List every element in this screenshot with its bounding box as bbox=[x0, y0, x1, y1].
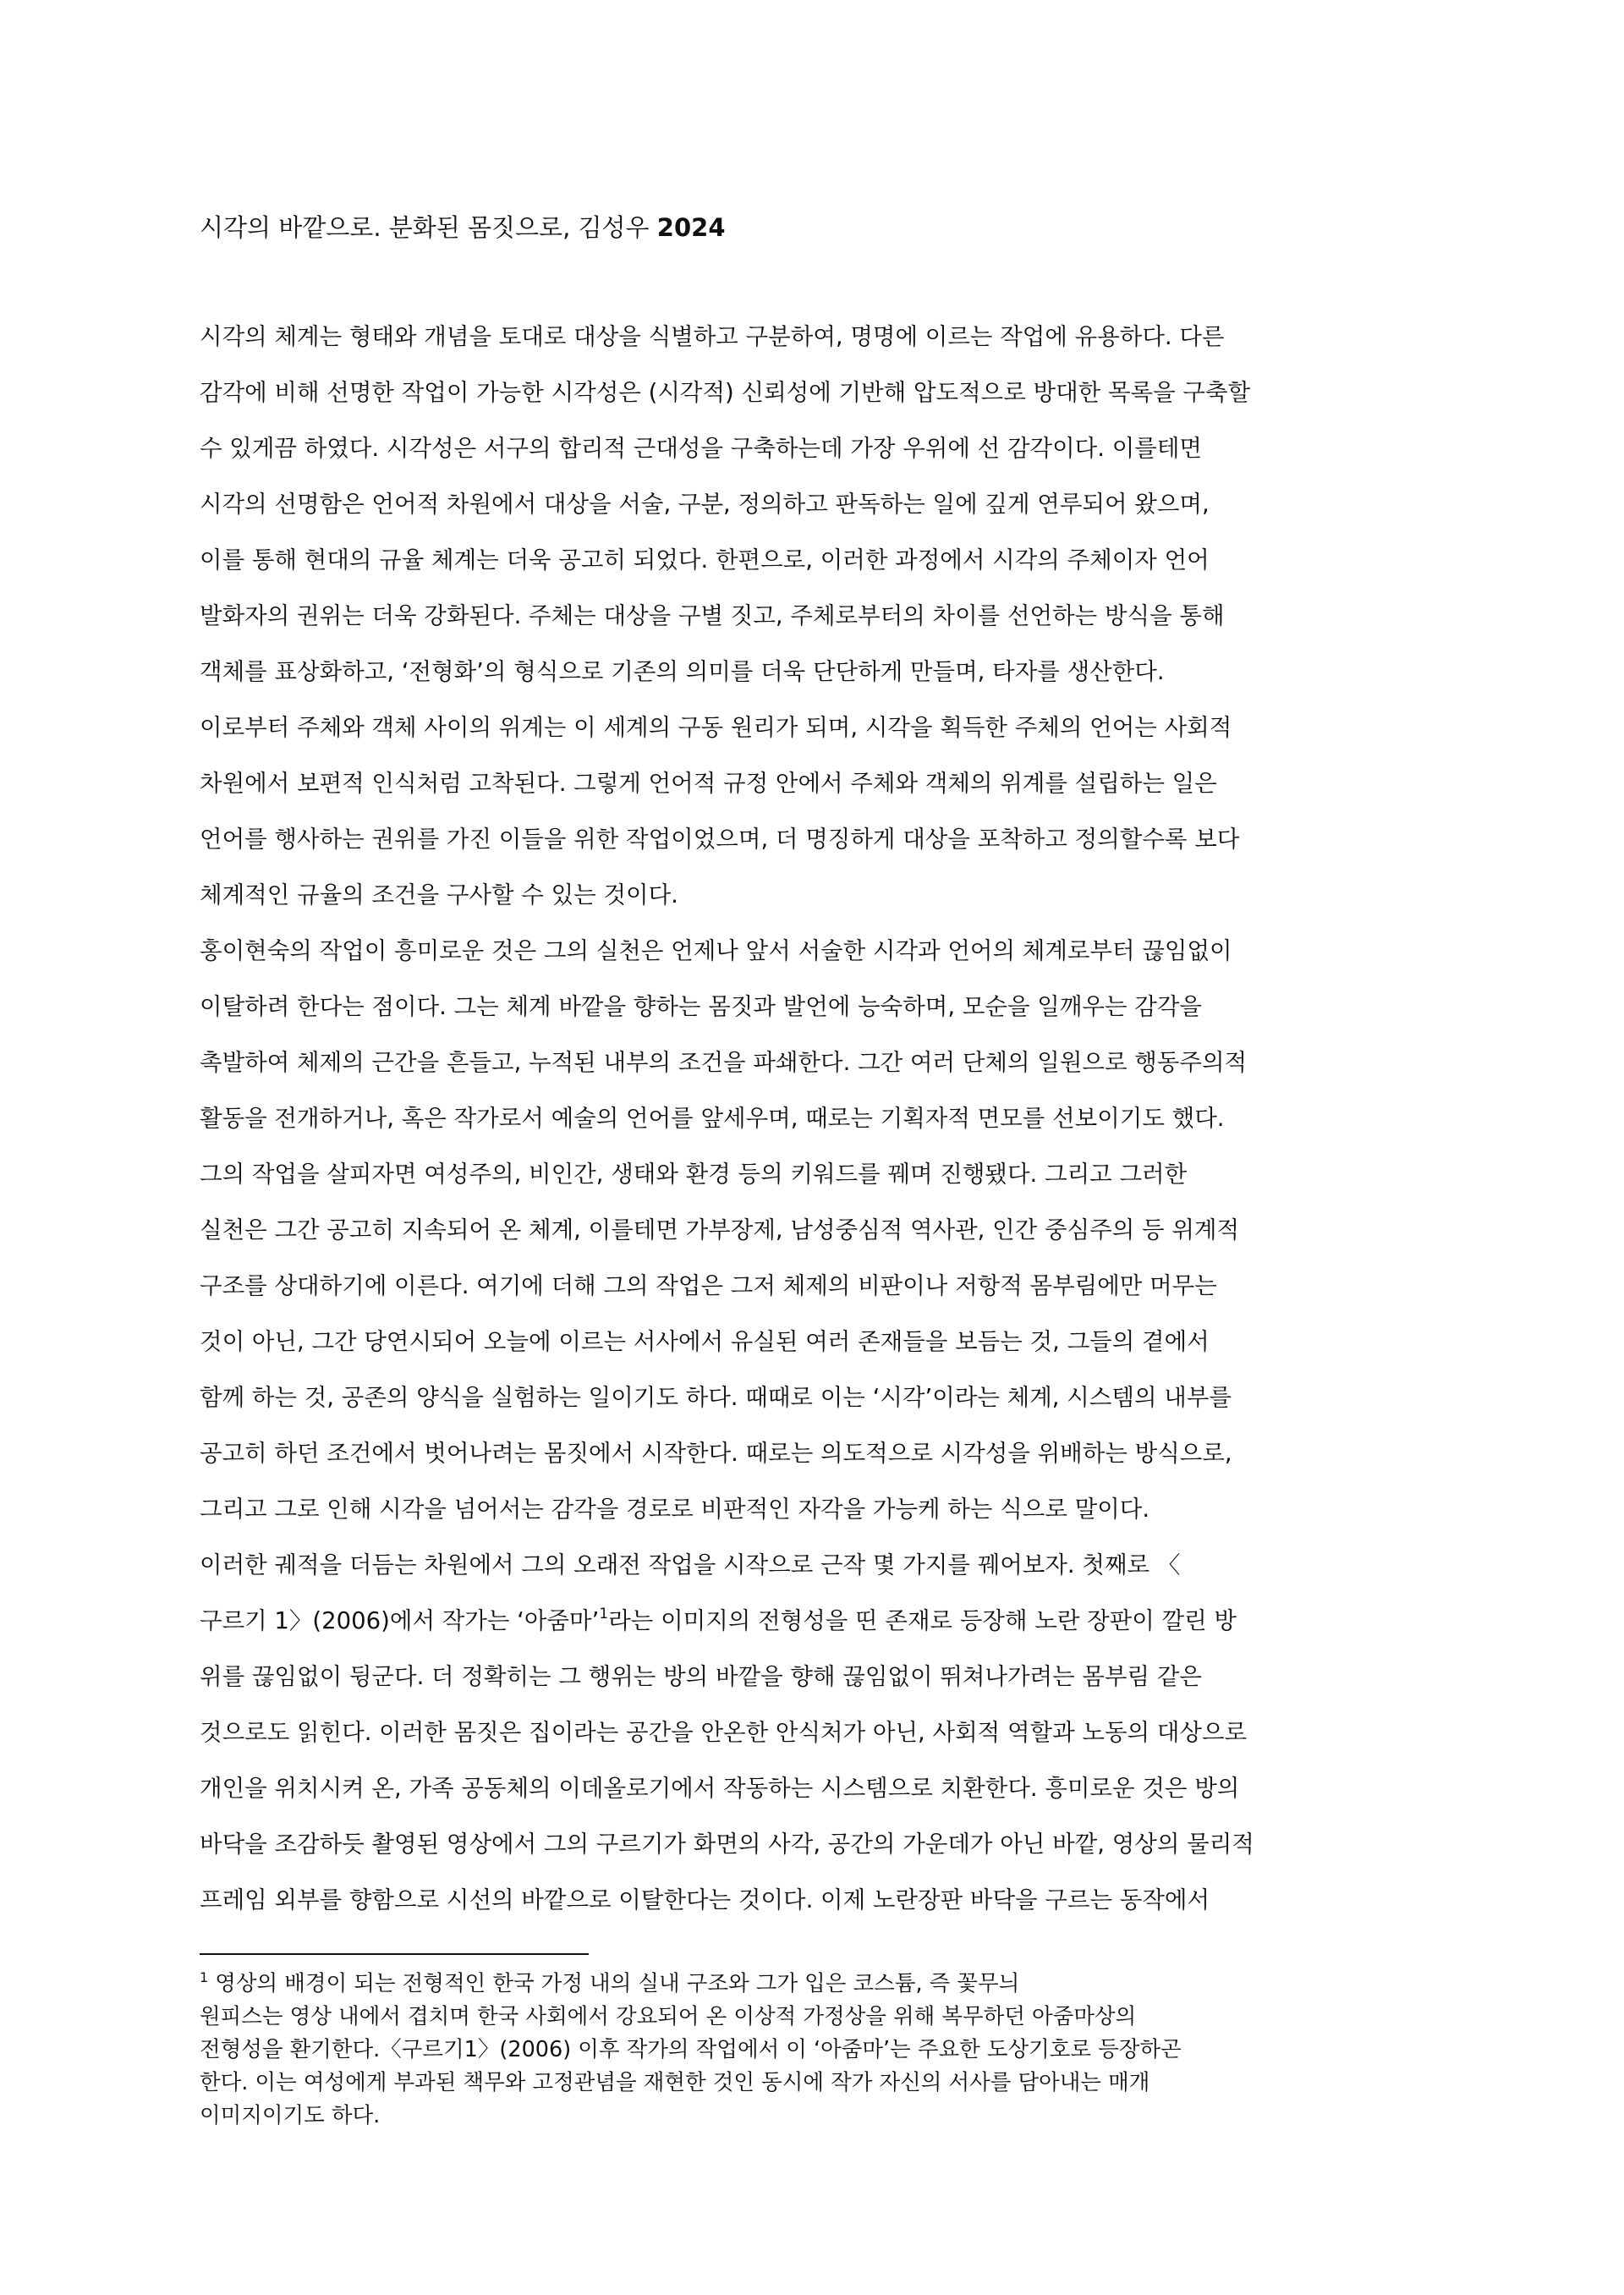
body-line: 수 있게끔 하였다. 시각성은 서구의 합리적 근대성을 구축하는데 가장 우위에 선 감각이다. 이를테면 bbox=[200, 435, 1202, 462]
body-line: 것이 아닌, 그간 당연시되어 오늘에 이르는 서사에서 유실된 여러 존재들을 보듬는 것, 그들의 곁에서 bbox=[200, 1328, 1210, 1355]
footnote-line: 이미지이기도 하다. bbox=[200, 2103, 381, 2128]
footnote-line: 한다. 이는 여성에게 부과된 책무와 고정관념을 재현한 것인 동시에 작가 자신의 서사를 담아내는 매개 bbox=[200, 2070, 1150, 2095]
body-line: 실천은 그간 공고히 지속되어 온 체계, 이를테면 가부장제, 남성중심적 역사관, 인간 중심주의 등 위계적 bbox=[200, 1216, 1240, 1244]
body-line: 그의 작업을 살피자면 여성주의, 비인간, 생태와 환경 등의 키워드를 꿰며 진행됐다. 그리고 그러한 bbox=[200, 1161, 1188, 1188]
body-line: 언어를 행사하는 권위를 가진 이들을 위한 작업이었으며, 더 명징하게 대상을 포착하고 정의할수록 보다 bbox=[200, 826, 1240, 853]
body-line: 시각의 체계는 형태와 개념을 토대로 대상을 식별하고 구분하여, 명명에 이르는 작업에 유용하다. 다른 bbox=[200, 323, 1225, 350]
body-line: 감각에 비해 선명한 작업이 가능한 시각성은 (시각적) 신뢰성에 기반해 압도적으로 방대한 목록을 구축할 bbox=[200, 379, 1251, 406]
body-line: 바닥을 조감하듯 촬영된 영상에서 그의 구르기가 화면의 사각, 공간의 가운데가 아닌 바깥, 영상의 물리적 bbox=[200, 1831, 1254, 1858]
body-line: 촉발하여 체제의 근간을 흔들고, 누적된 내부의 조건을 파쇄한다. 그간 여러 단체의 일원으로 행동주의적 bbox=[200, 1049, 1248, 1076]
body-line: 이로부터 주체와 객체 사이의 위계는 이 세계의 구동 원리가 되며, 시각을 획득한 주체의 언어는 사회적 bbox=[200, 714, 1232, 741]
body-line: 체계적인 규율의 조건을 구사할 수 있는 것이다. bbox=[200, 881, 678, 909]
footnote-line: 원피스는 영상 내에서 겹치며 한국 사회에서 강요되어 온 이상적 가정상을 위해 복무하던 아줌마상의 bbox=[200, 2004, 1137, 2029]
body-line: 이를 통해 현대의 규율 체계는 더욱 공고히 되었다. 한편으로, 이러한 과정에서 시각의 주체이자 언어 bbox=[200, 546, 1210, 574]
body-line: 위를 끊임없이 뒹군다. 더 정확히는 그 행위는 방의 바깥을 향해 끊임없이 뛰쳐나가려는 몸부림 같은 bbox=[200, 1663, 1202, 1690]
body-line: 개인을 위치시켜 온, 가족 공동체의 이데올로기에서 작동하는 시스템으로 치환한다. 흥미로운 것은 방의 bbox=[200, 1775, 1240, 1802]
body-line: 차원에서 보편적 인식처럼 고착된다. 그렇게 언어적 규정 안에서 주체와 객체의 위계를 설립하는 일은 bbox=[200, 770, 1217, 797]
body-line: 이탈하려 한다는 점이다. 그는 체계 바깥을 향하는 몸짓과 발언에 능숙하며, 모순을 일깨우는 감각을 bbox=[200, 993, 1202, 1020]
body-line: 함께 하는 것, 공존의 양식을 실험하는 일이기도 하다. 때때로 이는 ‘시각’이라는 체계, 시스템의 내부를 bbox=[200, 1384, 1232, 1411]
footnote-line: 전형성을 환기한다.〈구르기1〉(2006) 이후 작가의 작업에서 이 ‘아줌마’는 주요한 도상기호로 등장하곤 bbox=[200, 2037, 1182, 2062]
body-line: 그리고 그로 인해 시각을 넘어서는 감각을 경로로 비판적인 자각을 가능케 하는 식으로 말이다. bbox=[200, 1496, 1150, 1523]
body-line: 프레임 외부를 향함으로 시선의 바깥으로 이탈한다는 것이다. 이제 노란장판 바닥을 구르는 동작에서 bbox=[200, 1886, 1210, 1913]
body-line: 구조를 상대하기에 이른다. 여기에 더해 그의 작업은 그저 체제의 비판이나 저항적 몸부림에만 머무는 bbox=[200, 1272, 1217, 1299]
line-text-before: 구르기 1〉(2006)에서 작가는 ‘아줌마’ bbox=[200, 1607, 600, 1634]
body-line: 발화자의 권위는 더욱 강화된다. 주체는 대상을 구별 짓고, 주체로부터의 차이를 선언하는 방식을 통해 bbox=[200, 602, 1225, 629]
footnote-line bbox=[200, 1969, 1020, 1996]
body-line: 홍이현숙의 작업이 흥미로운 것은 그의 실천은 언제나 앞서 서술한 시각과 언어의 체계로부터 끊임없이 bbox=[200, 937, 1232, 964]
body-line-with-footnote bbox=[200, 1606, 1237, 1634]
footnote-text: 영상의 배경이 되는 전형적인 한국 가정 내의 실내 구조와 그가 입은 코스튬, 즉 꽃무늬 bbox=[208, 1971, 1020, 1996]
body-line: 것으로도 읽힌다. 이러한 몸짓은 집이라는 공간을 안온한 안식처가 아닌, 사회적 역할과 노동의 대상으로 bbox=[200, 1719, 1248, 1746]
document-title bbox=[200, 209, 726, 244]
title-year: 2024 bbox=[656, 213, 726, 242]
footnote-reference[interactable]: 1 bbox=[599, 1606, 609, 1622]
footnote-number: 1 bbox=[200, 1969, 209, 1985]
body-line: 이러한 궤적을 더듬는 차원에서 그의 오래전 작업을 시작으로 근작 몇 가지를 꿰어보자. 첫째로 〈 bbox=[200, 1551, 1181, 1578]
footnote-separator bbox=[200, 1953, 589, 1955]
title-text: 시각의 바깥으로. 분화된 몸짓으로, 김성우 bbox=[200, 213, 650, 242]
body-line: 객체를 표상화하고, ‘전형화’의 형식으로 기존의 의미를 더욱 단단하게 만들며, 타자를 생산한다. bbox=[200, 658, 1165, 685]
body-line: 공고히 하던 조건에서 벗어나려는 몸짓에서 시작한다. 때로는 의도적으로 시각성을 위배하는 방식으로, bbox=[200, 1440, 1232, 1467]
body-line: 시각의 선명함은 언어적 차원에서 대상을 서술, 구분, 정의하고 판독하는 일에 깊게 연루되어 왔으며, bbox=[200, 491, 1210, 518]
body-line: 활동을 전개하거나, 혹은 작가로서 예술의 언어를 앞세우며, 때로는 기획자적 면모를 선보이기도 했다. bbox=[200, 1105, 1225, 1132]
line-text-after: 라는 이미지의 전형성을 띤 존재로 등장해 노란 장판이 깔린 방 bbox=[608, 1607, 1237, 1634]
